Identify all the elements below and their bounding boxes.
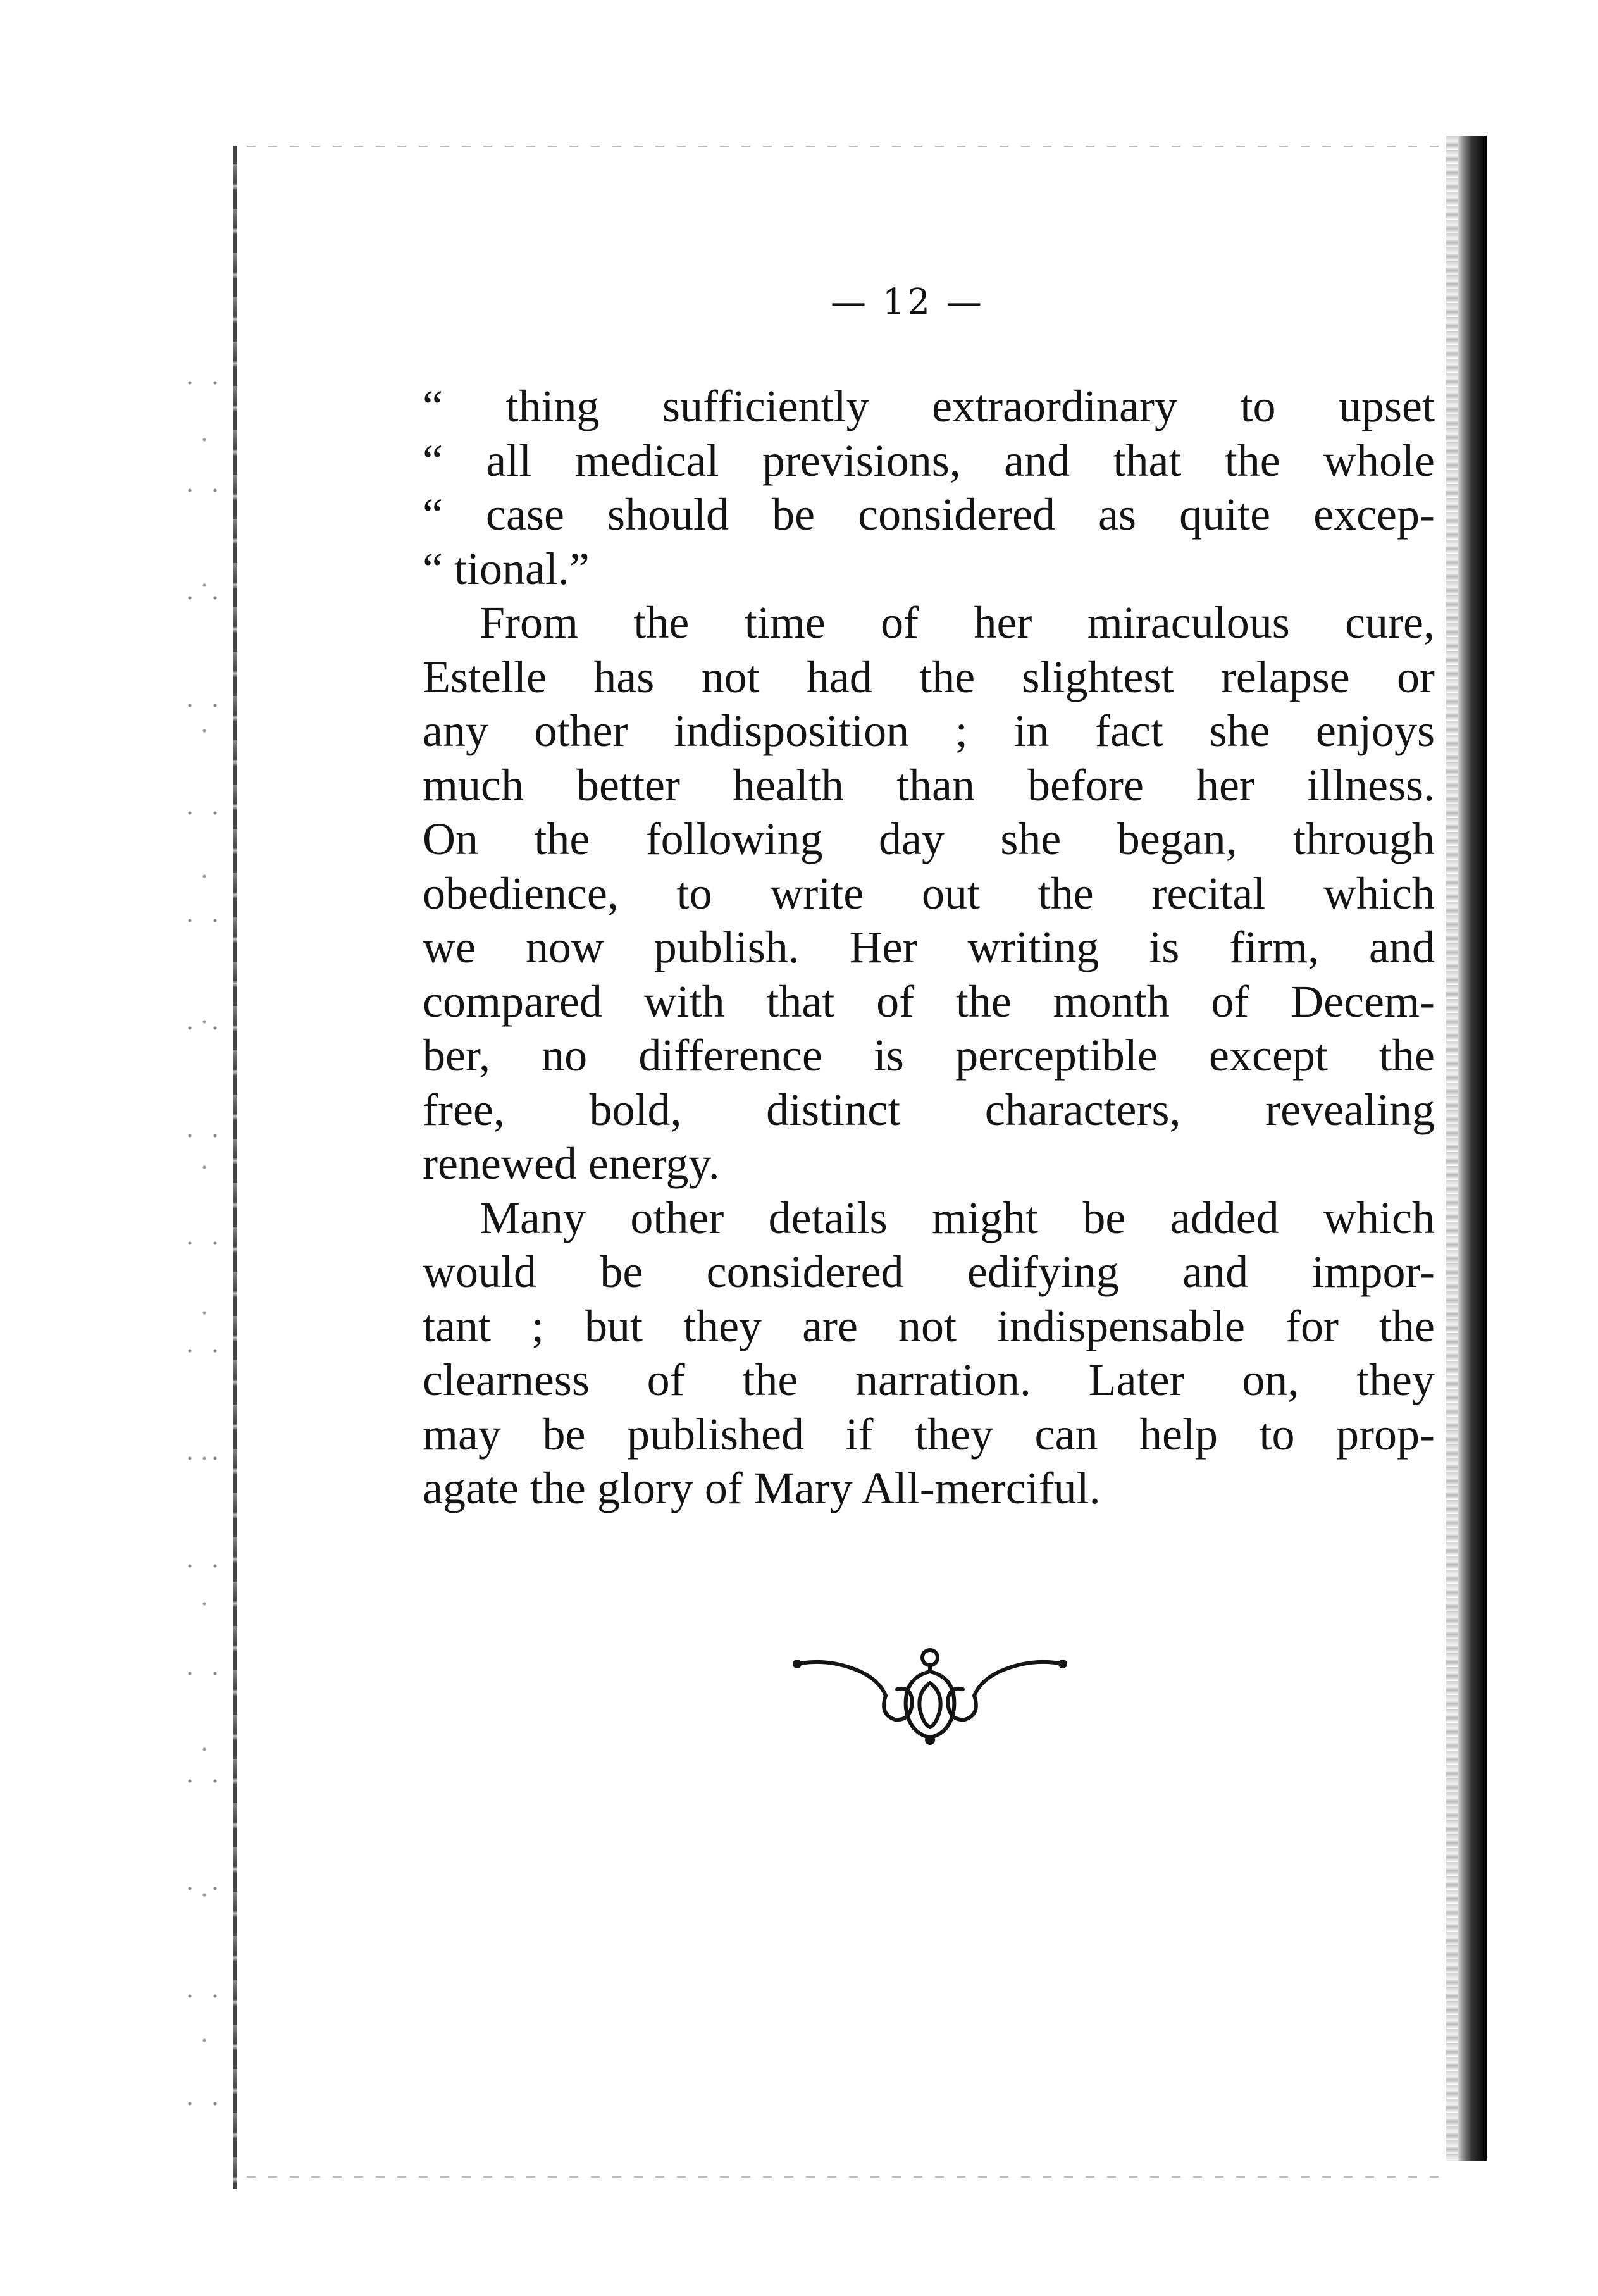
text-line: From the time of her miraculous cure, xyxy=(480,597,1435,648)
text-line: renewed energy. xyxy=(423,1138,720,1189)
binding-edge xyxy=(233,146,237,2189)
fleuron-ornament-icon xyxy=(791,1639,1069,1746)
bottom-page-border xyxy=(247,2176,1449,2178)
text-line: “ thing sufficiently extraordinary to upset xyxy=(423,381,1435,431)
text-line: may be published if they can help to prop- xyxy=(423,1408,1435,1460)
text-line: clearness of the narration. Later on, they xyxy=(423,1355,1435,1405)
text-line: tant ; but they are not indispensable for the xyxy=(423,1300,1435,1351)
text-line: free, bold, distinct characters, revealing xyxy=(423,1084,1435,1135)
text-line: Estelle has not had the slightest relapse or xyxy=(423,651,1435,702)
page-number: — 12 — xyxy=(831,282,984,323)
text-line: Many other details might be added which xyxy=(480,1192,1435,1243)
scan-specks xyxy=(177,329,228,2164)
text-line: any other indisposition ; in fact she enjoys xyxy=(423,705,1435,756)
text-line: “ tional.” xyxy=(423,543,590,594)
body-text xyxy=(423,380,1435,1516)
text-line: would be considered edifying and impor- xyxy=(423,1246,1435,1297)
text-line: agate the glory of Mary All-merciful. xyxy=(423,1463,1101,1513)
text-line: we now publish. Her writing is firm, and xyxy=(423,922,1435,972)
text-line: ber, no difference is perceptible except the xyxy=(423,1030,1435,1081)
text-line: much better health than before her illness. xyxy=(423,759,1435,810)
text-line: obedience, to write out the recital which xyxy=(423,867,1435,919)
book-spine-shadow xyxy=(1458,136,1487,2161)
top-page-border xyxy=(247,146,1449,147)
text-line: compared with that of the month of Decem- xyxy=(423,976,1435,1027)
text-line: “ case should be considered as quite excep- xyxy=(423,489,1435,540)
text-line: “ all medical previsions, and that the whole xyxy=(423,435,1435,486)
text-line: On the following day she began, through xyxy=(423,814,1435,864)
